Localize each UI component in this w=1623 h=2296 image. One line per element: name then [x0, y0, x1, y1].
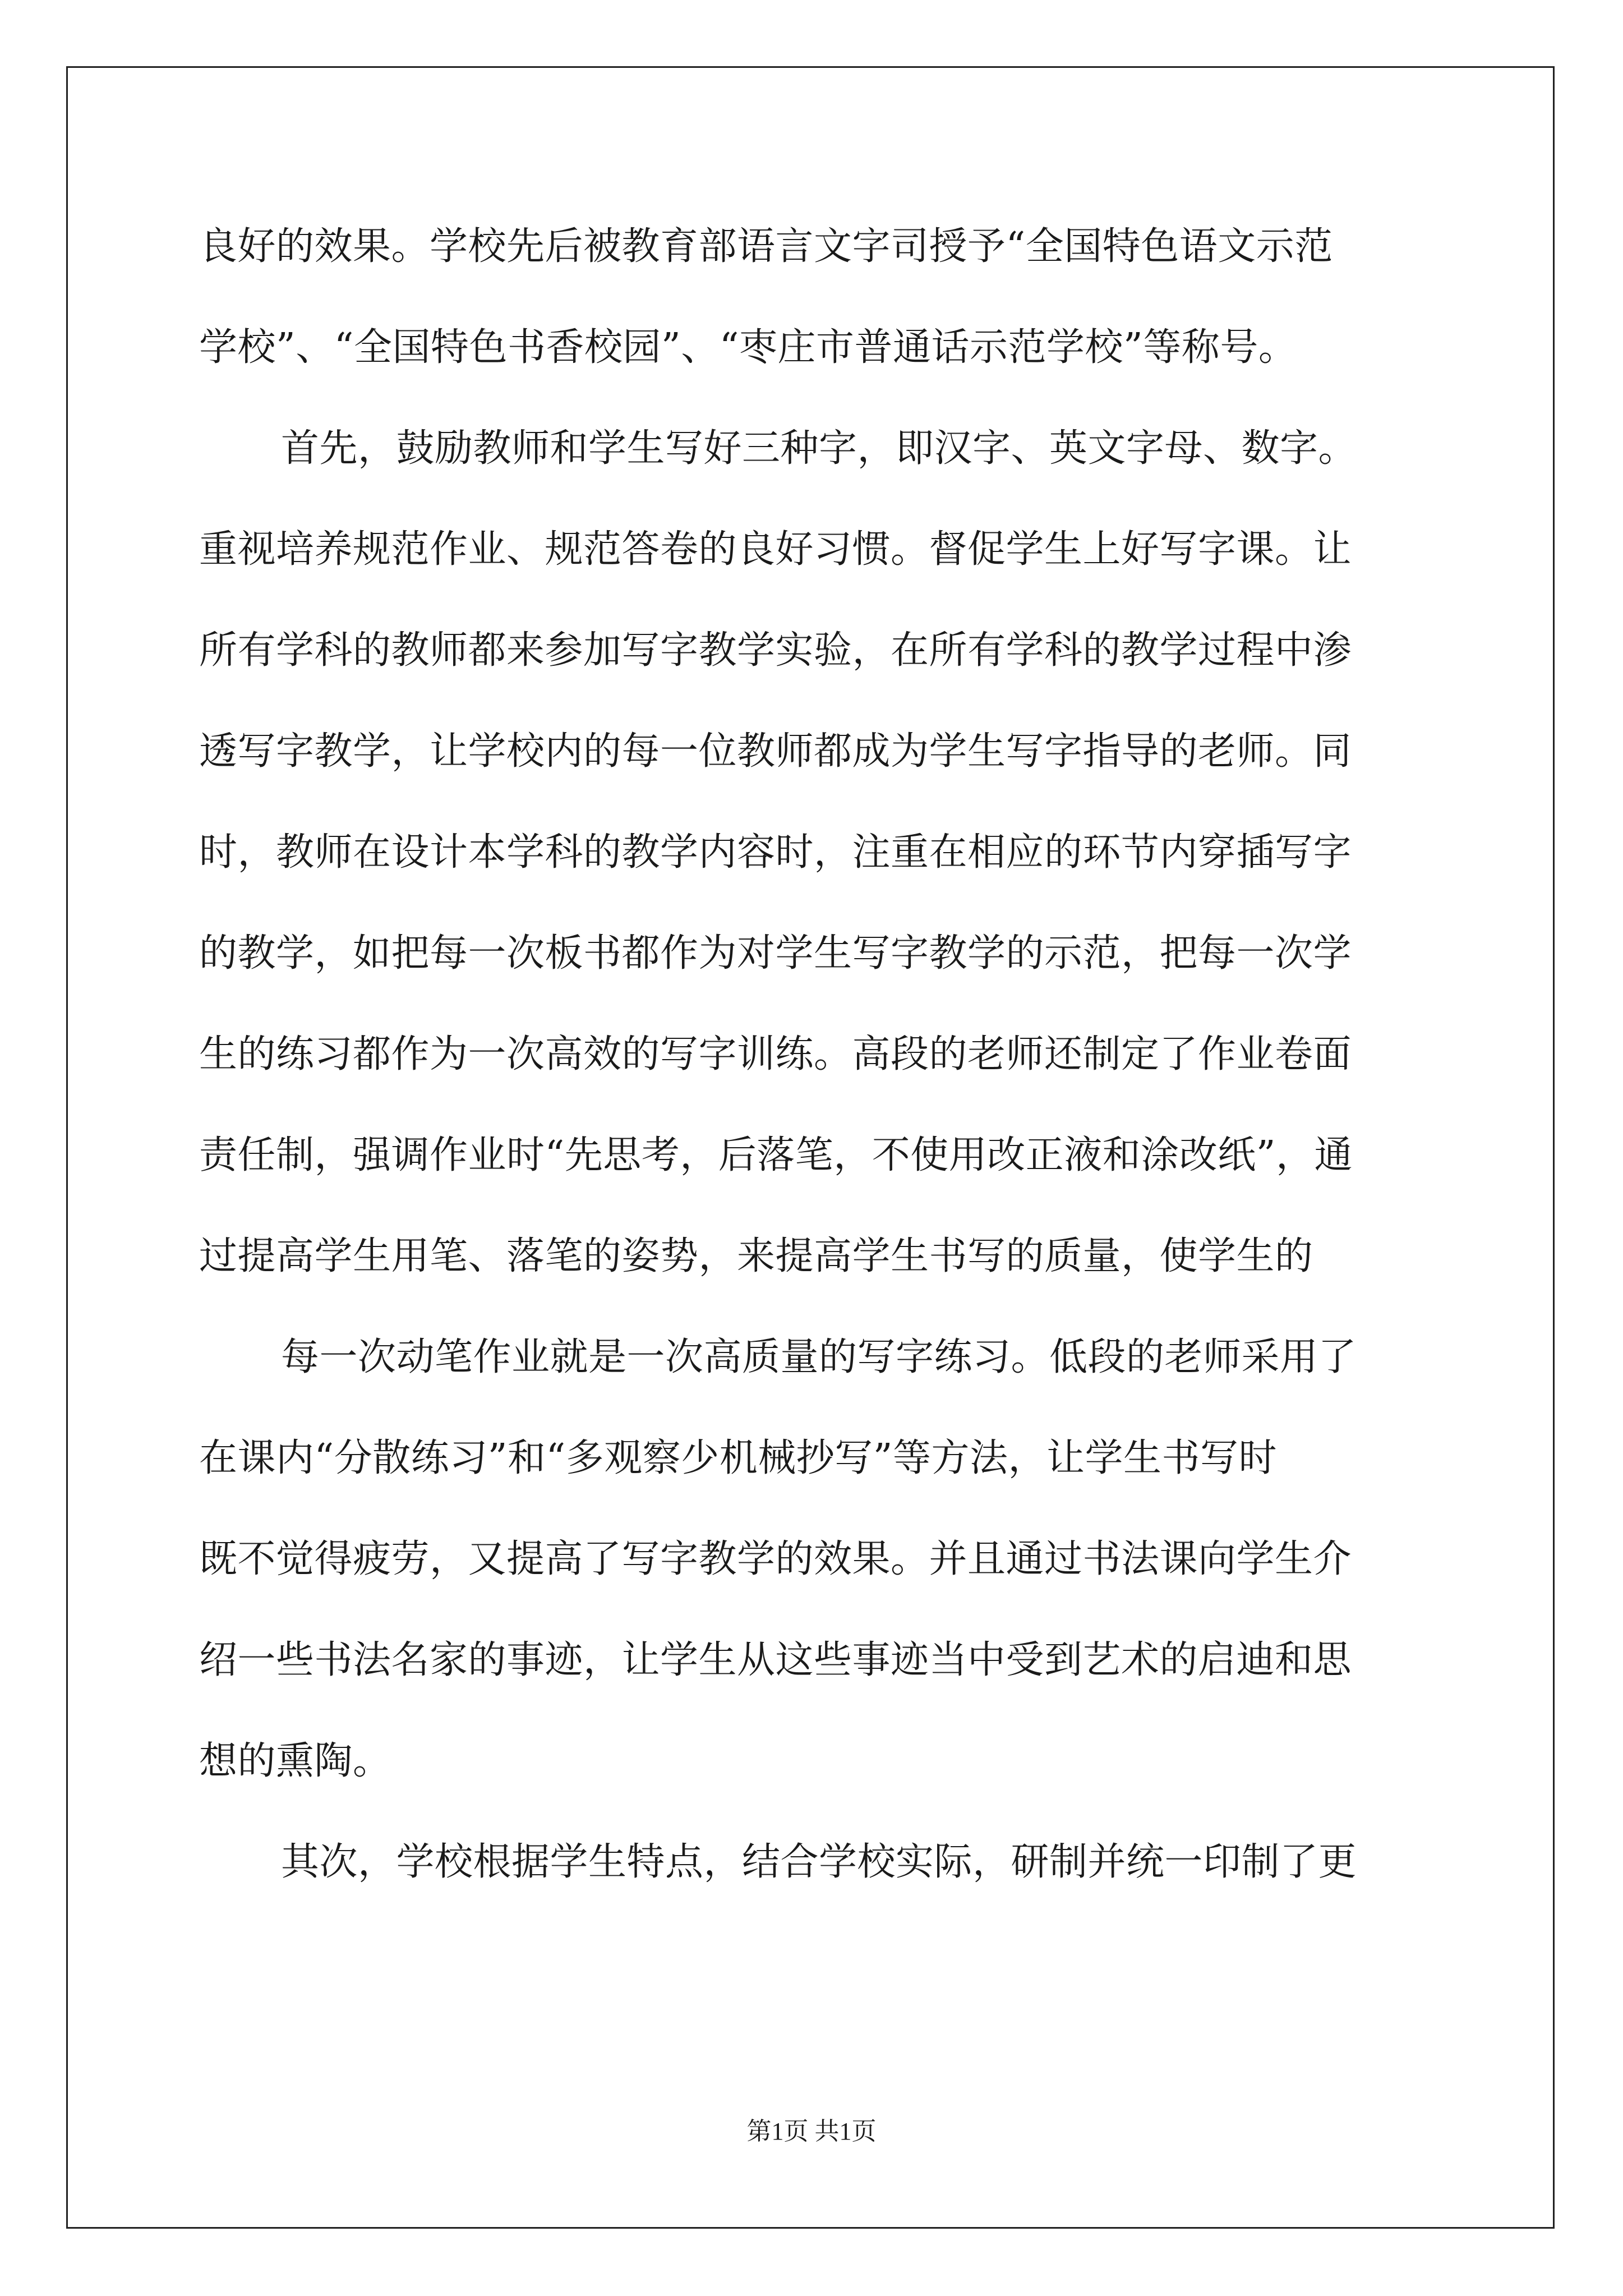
page-number-footer: 第1页 共1页 — [746, 2118, 877, 2145]
text-line: 的教学，如把每一次板书都作为对学生写字教学的示范，把每一次学 — [199, 931, 1352, 976]
text-line: 学校”、“全国特色书香校园”、“枣庄市普通话示范学校”等称号。 — [199, 325, 1297, 370]
text-line: 所有学科的教师都来参加写字教学实验，在所有学科的教学过程中渗 — [199, 628, 1352, 673]
text-line: 每一次动笔作业就是一次高质量的写字练习。低段的老师采用了 — [281, 1335, 1357, 1379]
text-line: 责任制，强调作业时“先思考，后落笔，不使用改正液和涂改纸”，通 — [199, 1133, 1353, 1177]
text-line: 良好的效果。学校先后被教育部语言文字司授予“全国特色语文示范 — [199, 224, 1333, 269]
text-line: 透写字教学，让学校内的每一位教师都成为学生写字指导的老师。同 — [199, 729, 1352, 774]
text-line: 重视培养规范作业、规范答卷的良好习惯。督促学生上好写字课。让 — [199, 527, 1352, 572]
text-line: 其次，学校根据学生特点，结合学校实际，研制并统一印制了更 — [281, 1840, 1357, 1884]
text-line: 生的练习都作为一次高效的写字训练。高段的老师还制定了作业卷面 — [199, 1032, 1352, 1076]
text-line: 过提高学生用笔、落笔的姿势，来提高学生书写的质量，使学生的 — [199, 1234, 1313, 1278]
text-line: 绍一些书法名家的事迹，让学生从这些事迹当中受到艺术的启迪和思 — [199, 1638, 1352, 1682]
text-line: 首先，鼓励教师和学生写好三种字，即汉字、英文字母、数字。 — [281, 426, 1357, 471]
document-body — [199, 219, 1433, 1935]
text-line: 在课内“分散练习”和“多观察少机械抄写”等方法，让学生书写时 — [199, 1436, 1278, 1480]
text-line: 既不觉得疲劳，又提高了写字教学的效果。并且通过书法课向学生介 — [199, 1537, 1352, 1581]
text-line: 时，教师在设计本学科的教学内容时，注重在相应的环节内穿插写字 — [199, 830, 1352, 875]
text-line: 想的熏陶。 — [199, 1739, 391, 1783]
